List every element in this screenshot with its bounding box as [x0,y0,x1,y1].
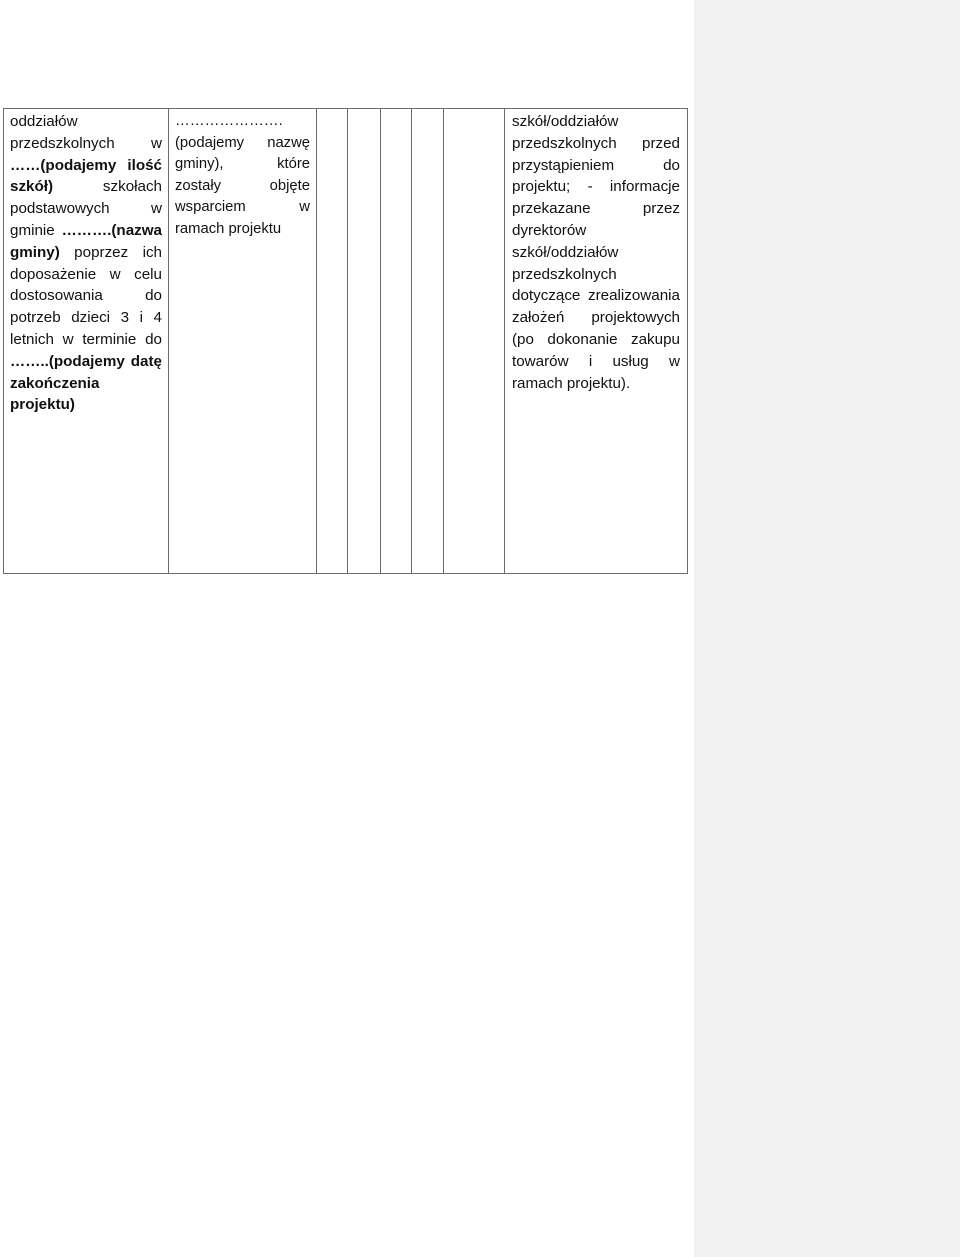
comment-margin-pane [694,0,960,1257]
target-group-text: …………………. (podajemy nazwę gminy), które zostały objęte wsparciem w ramach projektu [175,113,310,237]
verification-source-text: szkół/oddziałów przedszkolnych przed przystąpieniem do projektu; - informacje przekazane przez dyrektorów szkół/oddziałów przedszkolnych dotyczące zrealizowania założeń projektowych (po dokonanie zakupu towarów i usług w ramach projektu). [512,113,680,392]
cell-empty [317,109,348,574]
text-segment: poprzez ich doposażenie w celu dostosowania do potrzeb dzieci 3 i 4 letnich w terminie do [10,243,162,348]
cell-indicator-name [4,109,169,574]
placeholder-municipality-name: ……….(nazwa gminy) [10,221,162,261]
text-segment: oddziałów przedszkolnych w [10,113,162,152]
indicator-table [3,108,688,574]
cell-empty [381,109,412,574]
cell-verification-source [505,109,688,574]
cell-empty [412,109,444,574]
placeholder-end-date: ……..(podajemy datę zakończenia projektu) [10,352,162,414]
text-segment: szkołach podstawowych w gminie [10,178,162,239]
cell-empty [348,109,381,574]
cell-target-group [169,109,317,574]
cell-empty [444,109,505,574]
indicator-name-text [4,109,168,416]
table-row [4,109,688,574]
placeholder-school-count: ……(podajemy ilość szkół) [10,156,162,196]
